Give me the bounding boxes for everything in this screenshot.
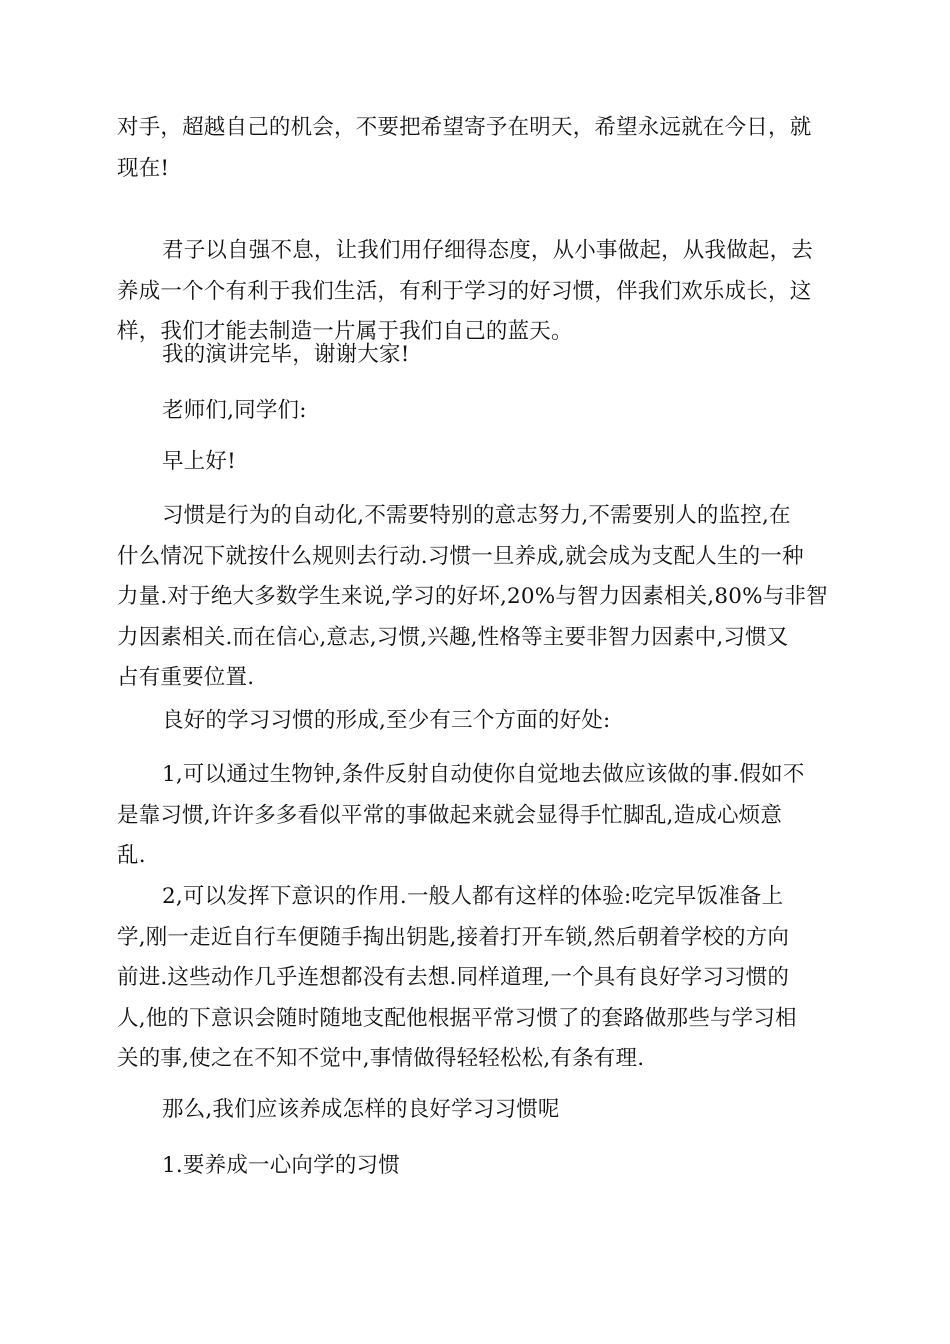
text-line: 老师们,同学们: xyxy=(162,398,307,423)
paragraph-speech-end xyxy=(117,335,833,376)
text-line: 养成一个个有利于我们生活，有利于学习的好习惯，伴我们欢乐成长，这 xyxy=(117,278,812,304)
text-line: 早上好! xyxy=(162,449,236,474)
text-line: 力因素相关.而在信心,意志,习惯,兴趣,性格等主要非智力因素中,习惯又 xyxy=(117,624,789,650)
text-line: 学,刚一走近自行车便随手掏出钥匙,接着打开车锁,然后朝着学校的方向 xyxy=(117,924,790,950)
text-line: 君子以自强不息，让我们用仔细得态度，从小事做起，从我做起，去 xyxy=(162,238,814,263)
paragraph-three-benefits xyxy=(117,701,833,742)
text-line: 前进.这些动作几乎连想都没有去想.同样道理,一个具有良好学习习惯的 xyxy=(117,965,790,990)
text-line: 是靠习惯,许许多多看似平常的事做起来就会显得手忙脚乱,造成心烦意 xyxy=(117,802,783,828)
paragraph-closing-encouragement xyxy=(117,108,833,189)
text-line: 我的演讲完毕，谢谢大家! xyxy=(162,342,410,367)
paragraph-question xyxy=(117,1090,833,1131)
text-line: 良好的学习习惯的形成,至少有三个方面的好处: xyxy=(162,708,611,733)
text-line: 什么情况下就按什么规则去行动.习惯一旦养成,就会成为支配人生的一种 xyxy=(117,543,804,569)
text-line: 力量.对于绝大多数学生来说,学习的好坏,20%与智力因素相关,80%与非智 xyxy=(117,584,828,609)
paragraph-good-morning xyxy=(117,442,833,483)
text-line: 关的事,使之在不知不觉中,事情做得轻轻松松,有条有理. xyxy=(117,1046,645,1071)
text-line: 占有重要位置. xyxy=(117,665,255,690)
text-line: 那么,我们应该养成怎样的良好学习习惯呢 xyxy=(162,1097,560,1122)
text-line: 2,可以发挥下意识的作用.一般人都有这样的体验:吃完早饭准备上 xyxy=(162,884,784,909)
text-line: 1,可以通过生物钟,条件反射自动使你自觉地去做应该做的事.假如不 xyxy=(162,762,805,787)
paragraph-benefit-one xyxy=(117,755,833,877)
text-line: 习惯是行为的自动化,不需要特别的意志努力,不需要别人的监控,在 xyxy=(162,503,791,528)
text-line: 1.要养成一心向学的习惯 xyxy=(162,1153,400,1178)
text-line: 现在! xyxy=(117,155,170,181)
text-line: 乱. xyxy=(117,843,146,868)
paragraph-first-habit xyxy=(117,1146,833,1187)
text-line: 对手，超越自己的机会，不要把希望寄予在明天，希望永远就在今日，就 xyxy=(117,115,812,140)
paragraph-habit-definition xyxy=(117,496,833,699)
text-line: 样，我们才能去制造一片属于我们自己的蓝天。 xyxy=(117,319,573,344)
paragraph-benefit-two xyxy=(117,877,833,1080)
paragraph-greeting-audience xyxy=(117,391,833,432)
text-line: 人,他的下意识会随时随地支配他根据平常习惯了的套路做那些与学习相 xyxy=(117,1005,797,1031)
